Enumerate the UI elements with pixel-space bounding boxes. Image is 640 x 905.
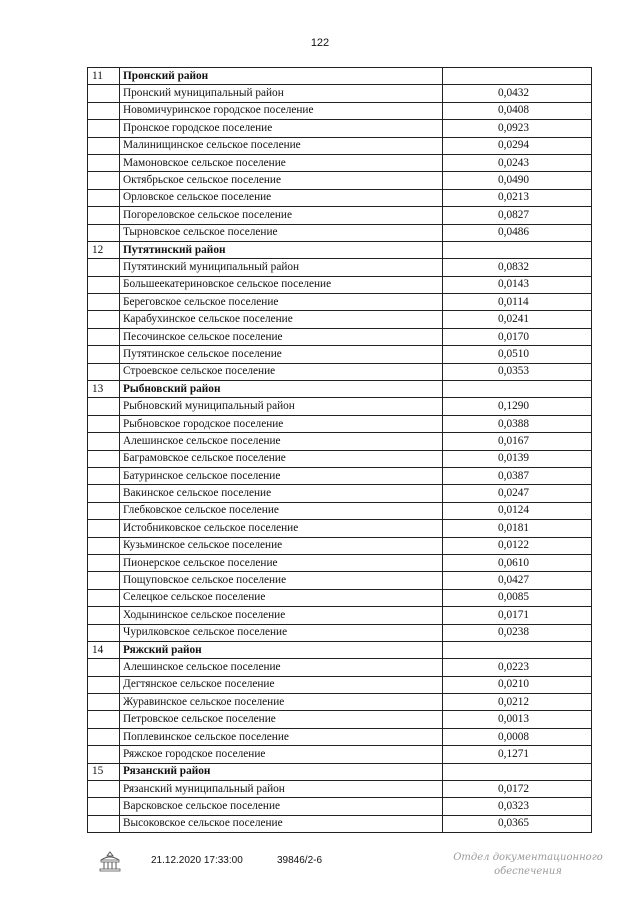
row-number <box>88 711 120 728</box>
row-value: 0,0085 <box>443 589 592 606</box>
row-number <box>88 346 120 363</box>
row-name: Батуринское сельское поселение <box>120 467 443 484</box>
row-value: 0,0923 <box>443 120 592 137</box>
table-row <box>88 328 592 345</box>
table-row <box>88 467 592 484</box>
row-value: 0,0172 <box>443 781 592 798</box>
row-number <box>88 120 120 137</box>
row-name: Пронский район <box>120 68 443 85</box>
table-row <box>88 502 592 519</box>
row-value: 0,0486 <box>443 224 592 241</box>
row-name: Журавинское сельское поселение <box>120 694 443 711</box>
table-row <box>88 781 592 798</box>
row-number <box>88 224 120 241</box>
row-number <box>88 102 120 119</box>
row-value: 0,0427 <box>443 572 592 589</box>
table-row <box>88 815 592 832</box>
row-number: 11 <box>88 68 120 85</box>
row-name: Мамоновское сельское поселение <box>120 154 443 171</box>
row-name: Вакинское сельское поселение <box>120 485 443 502</box>
row-value: 0,0139 <box>443 450 592 467</box>
row-number: 12 <box>88 241 120 258</box>
row-number <box>88 798 120 815</box>
row-value: 0,0827 <box>443 207 592 224</box>
region-row <box>88 641 592 658</box>
row-value: 0,0432 <box>443 85 592 102</box>
row-name: Пронский муниципальный район <box>120 85 443 102</box>
row-number <box>88 433 120 450</box>
row-name: Песочинское сельское поселение <box>120 328 443 345</box>
row-value: 0,1290 <box>443 398 592 415</box>
row-value: 0,0143 <box>443 276 592 293</box>
row-name: Путятинский район <box>120 241 443 258</box>
row-value: 0,0013 <box>443 711 592 728</box>
table-row <box>88 276 592 293</box>
row-value: 0,0124 <box>443 502 592 519</box>
region-row <box>88 763 592 780</box>
row-name: Пощуповское сельское поселение <box>120 572 443 589</box>
row-number <box>88 781 120 798</box>
row-name: Орловское сельское поселение <box>120 189 443 206</box>
table-row <box>88 746 592 763</box>
row-name: Баграмовское сельское поселение <box>120 450 443 467</box>
row-name: Карабухинское сельское поселение <box>120 311 443 328</box>
row-number <box>88 398 120 415</box>
row-number <box>88 172 120 189</box>
table-row <box>88 450 592 467</box>
table-row <box>88 154 592 171</box>
region-row <box>88 381 592 398</box>
row-name: Варсковское сельское поселение <box>120 798 443 815</box>
row-value: 0,0353 <box>443 363 592 380</box>
row-name: Кузьминское сельское поселение <box>120 537 443 554</box>
row-name: Селецкое сельское поселение <box>120 589 443 606</box>
row-name: Пионерское сельское поселение <box>120 554 443 571</box>
table-row <box>88 311 592 328</box>
row-value: 0,0490 <box>443 172 592 189</box>
row-number <box>88 137 120 154</box>
row-value: 0,0365 <box>443 815 592 832</box>
row-value: 0,0238 <box>443 624 592 641</box>
row-number <box>88 259 120 276</box>
footer-doc-id: 39846/2-6 <box>277 855 323 866</box>
row-name: Рыбновский муниципальный район <box>120 398 443 415</box>
row-number <box>88 694 120 711</box>
row-value: 0,0170 <box>443 328 592 345</box>
stamp-line-2: обеспечения <box>494 866 562 877</box>
stamp-line-1: Отдел документационного <box>453 852 603 863</box>
table-row <box>88 554 592 571</box>
row-value <box>443 381 592 398</box>
table-row <box>88 433 592 450</box>
table-row <box>88 415 592 432</box>
row-value: 0,0212 <box>443 694 592 711</box>
row-name: Малинищинское сельское поселение <box>120 137 443 154</box>
row-name: Ряжское городское поселение <box>120 746 443 763</box>
row-value: 0,0181 <box>443 520 592 537</box>
row-name: Рыбновское городское поселение <box>120 415 443 432</box>
row-name: Строевское сельское поселение <box>120 363 443 380</box>
table-row <box>88 589 592 606</box>
row-value: 0,0243 <box>443 154 592 171</box>
page-footer <box>0 850 640 890</box>
row-name: Большеекатериновское сельское поселение <box>120 276 443 293</box>
row-value: 0,0171 <box>443 607 592 624</box>
row-name: Ходынинское сельское поселение <box>120 607 443 624</box>
table-row <box>88 607 592 624</box>
table-body <box>88 68 592 833</box>
row-name: Новомичуринское городское поселение <box>120 102 443 119</box>
table-row <box>88 398 592 415</box>
row-value: 0,0247 <box>443 485 592 502</box>
table-row <box>88 694 592 711</box>
row-name: Октябрьское сельское поселение <box>120 172 443 189</box>
row-number <box>88 207 120 224</box>
row-number: 14 <box>88 641 120 658</box>
table-row <box>88 624 592 641</box>
table-row <box>88 102 592 119</box>
table-row <box>88 537 592 554</box>
table-row <box>88 137 592 154</box>
row-number <box>88 502 120 519</box>
row-number <box>88 520 120 537</box>
row-number <box>88 189 120 206</box>
row-value <box>443 763 592 780</box>
table-row <box>88 520 592 537</box>
table-row <box>88 711 592 728</box>
row-value <box>443 641 592 658</box>
table-row <box>88 120 592 137</box>
row-name: Чурилковское сельское поселение <box>120 624 443 641</box>
row-value: 0,0610 <box>443 554 592 571</box>
row-name: Береговское сельское поселение <box>120 294 443 311</box>
row-number <box>88 311 120 328</box>
row-value: 0,0210 <box>443 676 592 693</box>
row-value: 0,0241 <box>443 311 592 328</box>
row-name: Погореловское сельское поселение <box>120 207 443 224</box>
row-number <box>88 154 120 171</box>
row-number <box>88 728 120 745</box>
row-name: Глебковское сельское поселение <box>120 502 443 519</box>
table-row <box>88 659 592 676</box>
row-value: 0,0388 <box>443 415 592 432</box>
table-row <box>88 572 592 589</box>
row-number <box>88 589 120 606</box>
row-number <box>88 624 120 641</box>
table-row <box>88 259 592 276</box>
row-value <box>443 68 592 85</box>
row-number <box>88 676 120 693</box>
row-value: 0,0223 <box>443 659 592 676</box>
region-row <box>88 68 592 85</box>
row-name: Пронское городское поселение <box>120 120 443 137</box>
row-name: Высоковское сельское поселение <box>120 815 443 832</box>
row-value: 0,0387 <box>443 467 592 484</box>
row-value: 0,0114 <box>443 294 592 311</box>
row-number <box>88 363 120 380</box>
row-value: 0,0510 <box>443 346 592 363</box>
row-number <box>88 415 120 432</box>
row-name: Ряжский район <box>120 641 443 658</box>
table-row <box>88 224 592 241</box>
table-row <box>88 798 592 815</box>
row-number <box>88 467 120 484</box>
row-number <box>88 572 120 589</box>
table-row <box>88 676 592 693</box>
row-value: 0,1271 <box>443 746 592 763</box>
row-name: Поплевинское сельское поселение <box>120 728 443 745</box>
row-name: Петровское сельское поселение <box>120 711 443 728</box>
row-name: Дегтянское сельское поселение <box>120 676 443 693</box>
row-value: 0,0122 <box>443 537 592 554</box>
region-row <box>88 241 592 258</box>
row-name: Путятинский муниципальный район <box>120 259 443 276</box>
table-row <box>88 485 592 502</box>
department-stamp <box>448 851 608 879</box>
table-row <box>88 294 592 311</box>
row-number <box>88 450 120 467</box>
row-name: Алешинское сельское поселение <box>120 433 443 450</box>
row-value: 0,0408 <box>443 102 592 119</box>
page-number: 122 <box>310 37 330 49</box>
row-number <box>88 537 120 554</box>
row-number <box>88 659 120 676</box>
row-number <box>88 85 120 102</box>
row-name: Рыбновский район <box>120 381 443 398</box>
row-name: Алешинское сельское поселение <box>120 659 443 676</box>
row-name: Рязанский район <box>120 763 443 780</box>
building-emblem-icon <box>97 850 123 874</box>
row-number <box>88 607 120 624</box>
row-number: 15 <box>88 763 120 780</box>
table-row <box>88 363 592 380</box>
row-number <box>88 294 120 311</box>
footer-timestamp: 21.12.2020 17:33:00 <box>151 855 243 866</box>
table-row <box>88 728 592 745</box>
row-number <box>88 328 120 345</box>
row-value: 0,0294 <box>443 137 592 154</box>
row-value <box>443 241 592 258</box>
row-name: Путятинское сельское поселение <box>120 346 443 363</box>
row-value: 0,0008 <box>443 728 592 745</box>
row-value: 0,0167 <box>443 433 592 450</box>
row-value: 0,0213 <box>443 189 592 206</box>
row-number <box>88 485 120 502</box>
table-row <box>88 346 592 363</box>
row-number <box>88 554 120 571</box>
row-number: 13 <box>88 381 120 398</box>
table-row <box>88 85 592 102</box>
row-number <box>88 276 120 293</box>
allocation-table <box>87 67 592 833</box>
row-number <box>88 746 120 763</box>
table-row <box>88 189 592 206</box>
row-number <box>88 815 120 832</box>
row-name: Тырновское сельское поселение <box>120 224 443 241</box>
row-value: 0,0323 <box>443 798 592 815</box>
row-name: Истобниковское сельское поселение <box>120 520 443 537</box>
table-row <box>88 172 592 189</box>
row-value: 0,0832 <box>443 259 592 276</box>
table-row <box>88 207 592 224</box>
row-name: Рязанский муниципальный район <box>120 781 443 798</box>
